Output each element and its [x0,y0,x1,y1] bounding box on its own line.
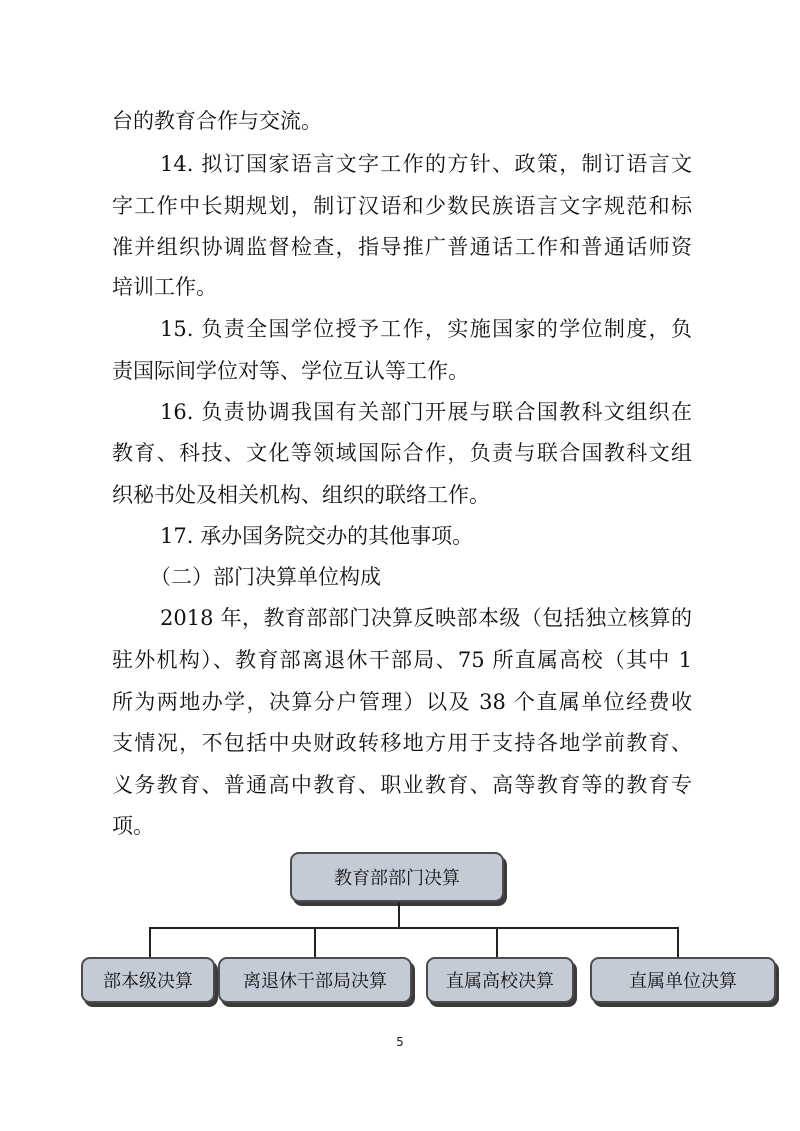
text-line: 字工作中长期规划，制订汉语和少数民族语言文字规范和标 [112,194,692,218]
text-line: 17. 承办国务院交办的其他事项。 [160,524,474,548]
text-line: 台的教育合作与交流。 [112,109,322,133]
connector-line [677,927,679,957]
org-chart-child-box: 离退休干部局决算 [218,957,412,1003]
connector-line [149,927,151,957]
text-line: 义务教育、普通高中教育、职业教育、高等教育等的教育专 [112,773,692,797]
connector-line [496,927,498,957]
text-line: 培训工作。 [112,275,217,299]
connector-line [398,902,400,928]
text-line: 准并组织协调监督检查，指导推广普通话工作和普通话师资 [112,235,692,259]
connector-line [149,927,679,929]
text-line: 驻外机构）、教育部离退休干部局、75 所直属高校（其中 1 [112,648,692,672]
org-chart-child-box: 直属高校决算 [426,957,574,1003]
text-line: 项。 [112,814,154,838]
text-line: 织秘书处及相关机构、组织的联络工作。 [112,483,490,507]
text-line: 所为两地办学，决算分户管理）以及 38 个直属单位经费收 [112,690,692,714]
text-line: 15. 负责全国学位授予工作，实施国家的学位制度，负 [160,317,692,341]
org-chart-root-box: 教育部部门决算 [290,852,504,902]
section-heading: （二）部门决算单位构成 [150,565,381,589]
text-line: 2018 年，教育部部门决算反映部本级（包括独立核算的 [160,606,692,630]
text-line: 14. 拟订国家语言文字工作的方针、政策，制订语言文 [160,152,692,176]
text-line: 16. 负责协调我国有关部门开展与联合国教科文组织在 [160,400,692,424]
text-line: 支情况，不包括中央财政转移地方用于支持各地学前教育、 [112,731,692,755]
page-number: 5 [396,1035,404,1049]
text-line: 责国际间学位对等、学位互认等工作。 [112,359,469,383]
connector-line [314,927,316,957]
text-line: 教育、科技、文化等领域国际合作，负责与联合国教科文组 [112,441,692,465]
org-chart-child-box: 直属单位决算 [590,957,776,1003]
org-chart-child-box: 部本级决算 [81,957,215,1003]
